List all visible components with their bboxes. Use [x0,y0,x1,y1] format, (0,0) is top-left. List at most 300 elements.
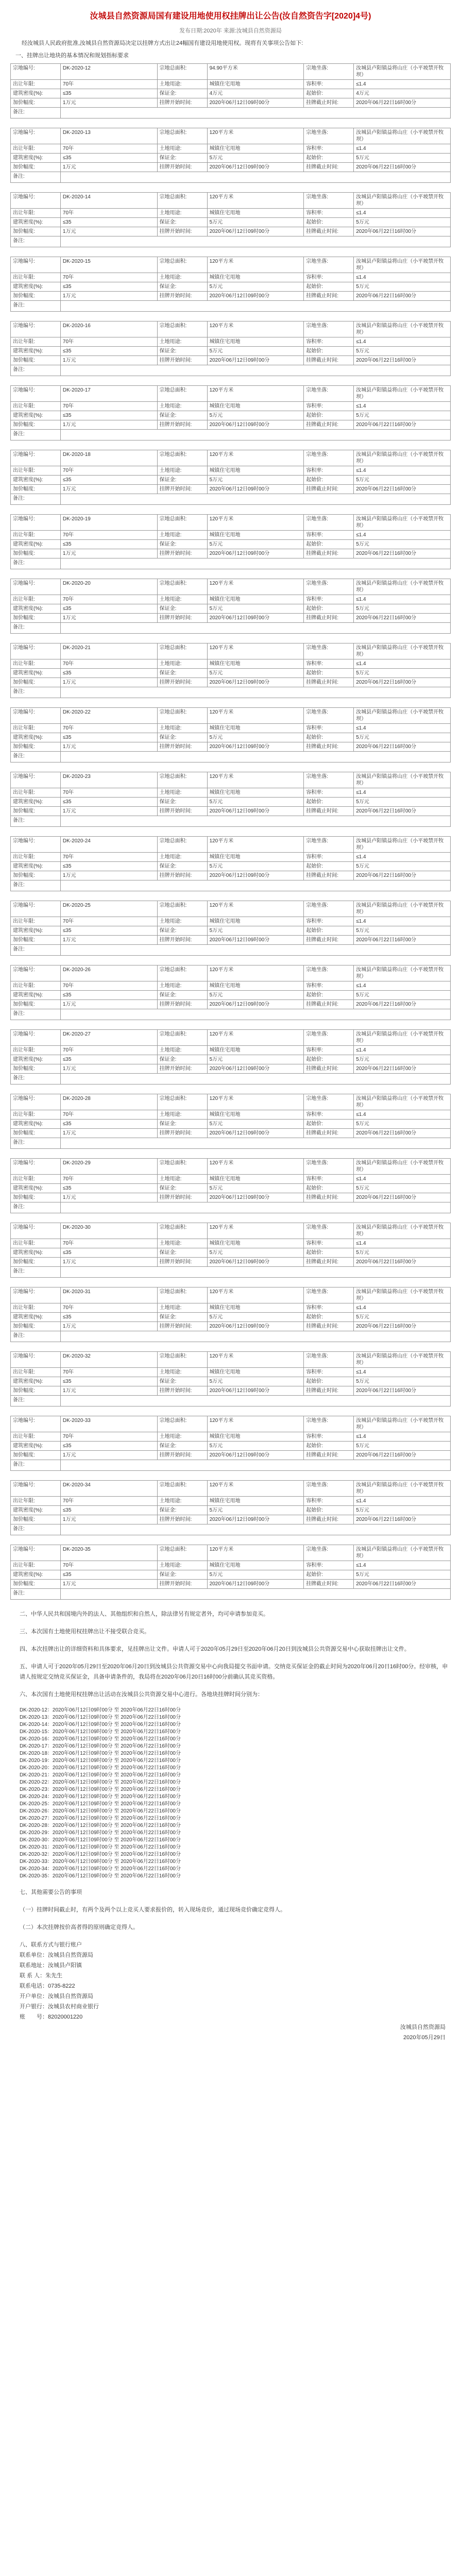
end-time-value: 2020年06月22日16时00分 [354,871,451,880]
increment-label: 加价幅度: [11,549,61,558]
density-label: 建筑密度(%): [11,89,61,98]
density-label: 建筑密度(%): [11,669,61,678]
purpose-value: 城镇住宅用地 [207,853,304,862]
deposit-label: 保证金: [157,1313,207,1322]
plot-ratio-label: 容积率: [304,659,354,669]
start-time-value: 2020年06月12日09时00分 [207,678,304,687]
density-label: 建筑密度(%): [11,540,61,549]
location-label: 宗地坐落: [304,708,354,724]
deposit-label: 保证金: [157,798,207,807]
increment-value: 1万元 [60,163,157,172]
end-time-label: 挂牌截止时间: [304,356,354,365]
increment-label: 加价幅度: [11,1322,61,1331]
purpose-value: 城镇住宅用地 [207,1110,304,1120]
remark-label: 备注: [11,1524,61,1535]
code-value: DK-2020-35 [60,1545,157,1561]
section-two: 二、中华人民共和国境内外的法人、其他组织和自然人，除法律另有规定者外，均可申请参加竞买。 [20,1611,269,1617]
remark-label: 备注: [11,816,61,827]
parcel-table [10,1158,451,1213]
schedule-item: DK-2020-27：2020年06月12日09时00分 至 2020年06月22日16时00分 [20,1816,181,1821]
purpose-value: 城镇住宅用地 [207,80,304,89]
section-five: 五、申请人可于2020年05月29日至2020年06月20日到汝城县公共资源交易中心向我局提交书面申请。交纳竞买保证金的截止时间为2020年06月20日16时00分。经审核，申请人按规定交纳竞买保证金，具备申请条件的，我局将在2020年06月20日16时00分前确认其竞买资格。 [20,1664,448,1680]
start-time-label: 挂牌开始时间: [157,485,207,494]
deposit-value: 5万元 [207,926,304,936]
remark-value [60,494,450,505]
purpose-label: 土地用途: [157,1561,207,1570]
purpose-label: 土地用途: [157,1368,207,1377]
end-time-label: 挂牌截止时间: [304,227,354,236]
start-time-value: 2020年06月12日09时00分 [207,1193,304,1202]
purpose-label: 土地用途: [157,209,207,218]
remark-label: 备注: [11,1460,61,1471]
plot-ratio-label: 容积率: [304,1497,354,1506]
area-label: 宗地总面积: [157,1094,207,1110]
deposit-value: 5万元 [207,411,304,420]
area-label: 宗地总面积: [157,1030,207,1046]
plot-ratio-label: 容积率: [304,531,354,540]
plot-ratio-label: 容积率: [304,144,354,154]
term-label: 出让年限: [11,402,61,411]
area-value: 120平方米 [207,1416,304,1432]
term-label: 出让年限: [11,1497,61,1506]
deposit-label: 保证金: [157,1055,207,1064]
code-label: 宗地编号: [11,1223,61,1239]
plot-ratio-value: ≤1.4 [354,531,451,540]
location-label: 宗地坐落: [304,386,354,402]
end-time-value: 2020年06月22日16时00分 [354,1193,451,1202]
start-price-value: 5万元 [354,669,451,678]
density-value: ≤35 [60,798,157,807]
plot-ratio-label: 容积率: [304,724,354,733]
start-price-label: 起始价: [304,476,354,485]
code-value: DK-2020-25 [60,901,157,917]
end-time-label: 挂牌截止时间: [304,1386,354,1396]
end-time-label: 挂牌截止时间: [304,1000,354,1009]
density-label: 建筑密度(%): [11,991,61,1000]
start-time-value: 2020年06月12日09时00分 [207,1580,304,1589]
start-time-label: 挂牌开始时间: [157,1580,207,1589]
end-time-value: 2020年06月22日16时00分 [354,1064,451,1074]
term-label: 出让年限: [11,981,61,991]
end-time-value: 2020年06月22日16时00分 [354,420,451,430]
code-label: 宗地编号: [11,579,61,595]
location-value: 汝城县卢阳镇益将山庄（小平坡禁开牧坝） [354,1094,451,1110]
term-value: 70年 [60,1239,157,1248]
parcel-table [10,836,451,891]
location-label: 宗地坐落: [304,1287,354,1303]
code-label: 宗地编号: [11,1030,61,1046]
area-value: 120平方米 [207,772,304,788]
remark-value [60,816,450,827]
start-time-label: 挂牌开始时间: [157,549,207,558]
schedule-item: DK-2020-28：2020年06月12日09时00分 至 2020年06月22日16时00分 [20,1823,181,1828]
increment-value: 1万元 [60,1515,157,1524]
parcel-table [10,192,451,247]
area-label: 宗地总面积: [157,837,207,853]
deposit-label: 保证金: [157,154,207,163]
area-value: 120平方米 [207,450,304,466]
purpose-value: 城镇住宅用地 [207,337,304,347]
start-price-label: 起始价: [304,669,354,678]
location-label: 宗地坐落: [304,128,354,144]
increment-label: 加价幅度: [11,1064,61,1074]
area-label: 宗地总面积: [157,643,207,659]
code-label: 宗地编号: [11,1481,61,1497]
start-price-label: 起始价: [304,154,354,163]
sign-date: 2020年05月29日 [403,2035,446,2041]
start-price-value: 5万元 [354,282,451,292]
area-label: 宗地总面积: [157,772,207,788]
start-time-value: 2020年06月12日09时00分 [207,1258,304,1267]
increment-label: 加价幅度: [11,1258,61,1267]
deposit-value: 5万元 [207,347,304,356]
remark-label: 备注: [11,1074,61,1084]
remark-label: 备注: [11,1202,61,1213]
density-value: ≤35 [60,604,157,614]
end-time-value: 2020年06月22日16时00分 [354,356,451,365]
term-value: 70年 [60,1561,157,1570]
end-time-label: 挂牌截止时间: [304,98,354,108]
purpose-value: 城镇住宅用地 [207,144,304,154]
purpose-value: 城镇住宅用地 [207,659,304,669]
contact-block [20,1940,451,2022]
density-value: ≤35 [60,862,157,871]
start-price-value: 5万元 [354,1055,451,1064]
start-price-label: 起始价: [304,926,354,936]
plot-ratio-value: ≤1.4 [354,917,451,926]
increment-label: 加价幅度: [11,356,61,365]
term-label: 出让年限: [11,1561,61,1570]
increment-value: 1万元 [60,614,157,623]
start-time-label: 挂牌开始时间: [157,1515,207,1524]
remark-label: 备注: [11,301,61,312]
end-time-value: 2020年06月22日16时00分 [354,1000,451,1009]
remark-value [60,301,450,312]
code-label: 宗地编号: [11,1416,61,1432]
start-time-label: 挂牌开始时间: [157,163,207,172]
purpose-value: 城镇住宅用地 [207,531,304,540]
start-price-label: 起始价: [304,1248,354,1258]
purpose-value: 城镇住宅用地 [207,1239,304,1248]
plot-ratio-value: ≤1.4 [354,402,451,411]
parcel-table [10,1094,451,1149]
start-time-value: 2020年06月12日09时00分 [207,1129,304,1138]
section-one-heading: 一、挂牌出让地块的基本情况和规划指标要求 [15,53,129,59]
code-label: 宗地编号: [11,1287,61,1303]
remark-value [60,1524,450,1535]
plot-ratio-value: ≤1.4 [354,1368,451,1377]
schedule-list [20,1707,451,1880]
schedule-item: DK-2020-18：2020年06月12日09时00分 至 2020年06月22日16时00分 [20,1751,181,1756]
purpose-value: 城镇住宅用地 [207,917,304,926]
deposit-label: 保证金: [157,604,207,614]
start-time-value: 2020年06月12日09时00分 [207,1000,304,1009]
end-time-label: 挂牌截止时间: [304,614,354,623]
increment-value: 1万元 [60,1322,157,1331]
purpose-value: 城镇住宅用地 [207,1368,304,1377]
location-label: 宗地坐落: [304,579,354,595]
remark-value [60,558,450,569]
contact-address: 联系地址：汝城县卢阳镇 [20,1962,82,1969]
code-value: DK-2020-14 [60,193,157,209]
deposit-value: 5万元 [207,540,304,549]
increment-value: 1万元 [60,742,157,752]
code-label: 宗地编号: [11,450,61,466]
location-value: 汝城县卢阳镇益将山庄（小平坡禁开牧坝） [354,257,451,273]
area-value: 120平方米 [207,708,304,724]
start-price-value: 5万元 [354,154,451,163]
start-price-label: 起始价: [304,282,354,292]
location-value: 汝城县卢阳镇益将山庄（小平坡禁开牧坝） [354,837,451,853]
end-time-value: 2020年06月22日16时00分 [354,163,451,172]
purpose-label: 土地用途: [157,853,207,862]
area-value: 120平方米 [207,1159,304,1175]
term-value: 70年 [60,917,157,926]
term-label: 出让年限: [11,144,61,154]
start-price-value: 5万元 [354,1377,451,1386]
deposit-label: 保证金: [157,89,207,98]
start-time-label: 挂牌开始时间: [157,614,207,623]
code-value: DK-2020-31 [60,1287,157,1303]
density-label: 建筑密度(%): [11,1313,61,1322]
parcel-table [10,128,451,183]
end-time-label: 挂牌截止时间: [304,807,354,816]
increment-value: 1万元 [60,292,157,301]
end-time-value: 2020年06月22日16时00分 [354,549,451,558]
start-time-label: 挂牌开始时间: [157,1322,207,1331]
location-label: 宗地坐落: [304,643,354,659]
term-label: 出让年限: [11,595,61,604]
remark-value [60,1074,450,1084]
increment-value: 1万元 [60,1193,157,1202]
purpose-label: 土地用途: [157,595,207,604]
plot-ratio-value: ≤1.4 [354,144,451,154]
end-time-label: 挂牌截止时间: [304,485,354,494]
code-value: DK-2020-18 [60,450,157,466]
code-label: 宗地编号: [11,1094,61,1110]
section-six: 六、本次国有土地使用权挂牌出让活动在汝城县公共资源交易中心进行。各地块挂牌时间分别为： [20,1691,263,1698]
location-label: 宗地坐落: [304,450,354,466]
parcel-table [10,1545,451,1600]
start-price-label: 起始价: [304,1377,354,1386]
remark-value [60,945,450,956]
deposit-value: 5万元 [207,991,304,1000]
plot-ratio-label: 容积率: [304,595,354,604]
term-label: 出让年限: [11,853,61,862]
purpose-label: 土地用途: [157,1239,207,1248]
signer: 汝城县自然资源局 [400,2024,446,2030]
purpose-label: 土地用途: [157,144,207,154]
start-time-value: 2020年06月12日09时00分 [207,1322,304,1331]
location-label: 宗地坐落: [304,772,354,788]
area-label: 宗地总面积: [157,1159,207,1175]
schedule-item: DK-2020-15：2020年06月12日09时00分 至 2020年06月22日16时00分 [20,1729,181,1735]
purpose-value: 城镇住宅用地 [207,209,304,218]
deposit-label: 保证金: [157,347,207,356]
start-time-value: 2020年06月12日09时00分 [207,98,304,108]
location-value: 汝城县卢阳镇益将山庄（小平坡禁开牧坝） [354,901,451,917]
area-value: 120平方米 [207,1352,304,1368]
remark-value [60,1460,450,1471]
term-label: 出让年限: [11,1368,61,1377]
density-label: 建筑密度(%): [11,1184,61,1193]
end-time-label: 挂牌截止时间: [304,1580,354,1589]
start-price-label: 起始价: [304,798,354,807]
contact-phone: 联系电话：0735-8222 [20,1983,75,1989]
deposit-label: 保证金: [157,926,207,936]
location-label: 宗地坐落: [304,1030,354,1046]
code-value: DK-2020-33 [60,1416,157,1432]
location-label: 宗地坐落: [304,321,354,337]
code-value: DK-2020-32 [60,1352,157,1368]
start-time-label: 挂牌开始时间: [157,1258,207,1267]
density-label: 建筑密度(%): [11,476,61,485]
plot-ratio-label: 容积率: [304,1110,354,1120]
start-time-label: 挂牌开始时间: [157,1386,207,1396]
code-label: 宗地编号: [11,965,61,981]
increment-value: 1万元 [60,98,157,108]
deposit-value: 5万元 [207,733,304,742]
term-value: 70年 [60,337,157,347]
purpose-value: 城镇住宅用地 [207,273,304,282]
area-label: 宗地总面积: [157,1287,207,1303]
code-value: DK-2020-28 [60,1094,157,1110]
start-time-value: 2020年06月12日09时00分 [207,871,304,880]
end-time-value: 2020年06月22日16时00分 [354,1386,451,1396]
term-value: 70年 [60,659,157,669]
end-time-label: 挂牌截止时间: [304,1322,354,1331]
term-value: 70年 [60,273,157,282]
bank-name: 开户银行：汝城县农村商业银行 [20,2004,99,2010]
area-label: 宗地总面积: [157,128,207,144]
start-time-label: 挂牌开始时间: [157,1193,207,1202]
increment-value: 1万元 [60,420,157,430]
start-time-label: 挂牌开始时间: [157,807,207,816]
start-price-value: 5万元 [354,733,451,742]
area-value: 120平方米 [207,579,304,595]
start-time-value: 2020年06月12日09时00分 [207,485,304,494]
remark-value [60,108,450,118]
area-value: 120平方米 [207,1545,304,1561]
plot-ratio-label: 容积率: [304,788,354,798]
deposit-label: 保证金: [157,1570,207,1580]
increment-label: 加价幅度: [11,1386,61,1396]
remark-value [60,1331,450,1342]
plot-ratio-value: ≤1.4 [354,724,451,733]
code-label: 宗地编号: [11,386,61,402]
deposit-value: 5万元 [207,1120,304,1129]
parcel-table [10,643,451,698]
area-value: 120平方米 [207,193,304,209]
remark-label: 备注: [11,1267,61,1278]
start-price-value: 5万元 [354,1184,451,1193]
start-time-label: 挂牌开始时间: [157,936,207,945]
increment-label: 加价幅度: [11,163,61,172]
code-value: DK-2020-23 [60,772,157,788]
code-value: DK-2020-30 [60,1223,157,1239]
end-time-label: 挂牌截止时间: [304,742,354,752]
deposit-label: 保证金: [157,476,207,485]
remark-value [60,1267,450,1278]
term-label: 出让年限: [11,1239,61,1248]
purpose-label: 土地用途: [157,724,207,733]
increment-label: 加价幅度: [11,292,61,301]
start-price-label: 起始价: [304,89,354,98]
purpose-label: 土地用途: [157,1110,207,1120]
end-time-label: 挂牌截止时间: [304,1129,354,1138]
area-value: 120平方米 [207,1094,304,1110]
increment-value: 1万元 [60,1129,157,1138]
parcel-table [10,1287,451,1342]
parcel-table [10,321,451,376]
end-time-value: 2020年06月22日16时00分 [354,614,451,623]
increment-label: 加价幅度: [11,485,61,494]
start-price-label: 起始价: [304,862,354,871]
deposit-label: 保证金: [157,218,207,227]
start-price-value: 5万元 [354,218,451,227]
deposit-label: 保证金: [157,669,207,678]
contact-unit: 联系单位：汝城县自然资源局 [20,1952,93,1958]
density-value: ≤35 [60,991,157,1000]
start-time-label: 挂牌开始时间: [157,420,207,430]
location-label: 宗地坐落: [304,1352,354,1368]
density-value: ≤35 [60,669,157,678]
density-value: ≤35 [60,476,157,485]
deposit-value: 5万元 [207,1570,304,1580]
start-price-value: 5万元 [354,604,451,614]
term-label: 出让年限: [11,531,61,540]
remark-label: 备注: [11,880,61,891]
deposit-value: 5万元 [207,1377,304,1386]
area-value: 94.90平方米 [207,64,304,80]
increment-label: 加价幅度: [11,742,61,752]
bank-unit: 开户单位：汝城县自然资源局 [20,1993,93,1999]
plot-ratio-label: 容积率: [304,1561,354,1570]
end-time-label: 挂牌截止时间: [304,678,354,687]
start-price-label: 起始价: [304,991,354,1000]
density-label: 建筑密度(%): [11,926,61,936]
code-label: 宗地编号: [11,1352,61,1368]
deposit-label: 保证金: [157,1506,207,1515]
start-price-label: 起始价: [304,411,354,420]
end-time-value: 2020年06月22日16时00分 [354,1580,451,1589]
plot-ratio-value: ≤1.4 [354,1046,451,1055]
increment-value: 1万元 [60,871,157,880]
remark-label: 备注: [11,172,61,183]
increment-label: 加价幅度: [11,678,61,687]
location-value: 汝城县卢阳镇益将山庄（小平坡禁开牧坝） [354,515,451,531]
plot-ratio-value: ≤1.4 [354,466,451,476]
plot-ratio-value: ≤1.4 [354,1432,451,1442]
term-value: 70年 [60,1303,157,1313]
start-time-value: 2020年06月12日09时00分 [207,742,304,752]
area-label: 宗地总面积: [157,1416,207,1432]
end-time-value: 2020年06月22日16时00分 [354,1258,451,1267]
location-label: 宗地坐落: [304,1094,354,1110]
increment-label: 加价幅度: [11,98,61,108]
contact-person: 联 系 人：朱先生 [20,1973,63,1979]
plot-ratio-label: 容积率: [304,917,354,926]
remark-value [60,880,450,891]
increment-value: 1万元 [60,1064,157,1074]
start-price-value: 5万元 [354,1248,451,1258]
increment-label: 加价幅度: [11,807,61,816]
deposit-label: 保证金: [157,1120,207,1129]
term-label: 出让年限: [11,80,61,89]
density-value: ≤35 [60,926,157,936]
start-time-value: 2020年06月12日09时00分 [207,936,304,945]
schedule-item: DK-2020-22：2020年06月12日09时00分 至 2020年06月22日16时00分 [20,1780,181,1785]
